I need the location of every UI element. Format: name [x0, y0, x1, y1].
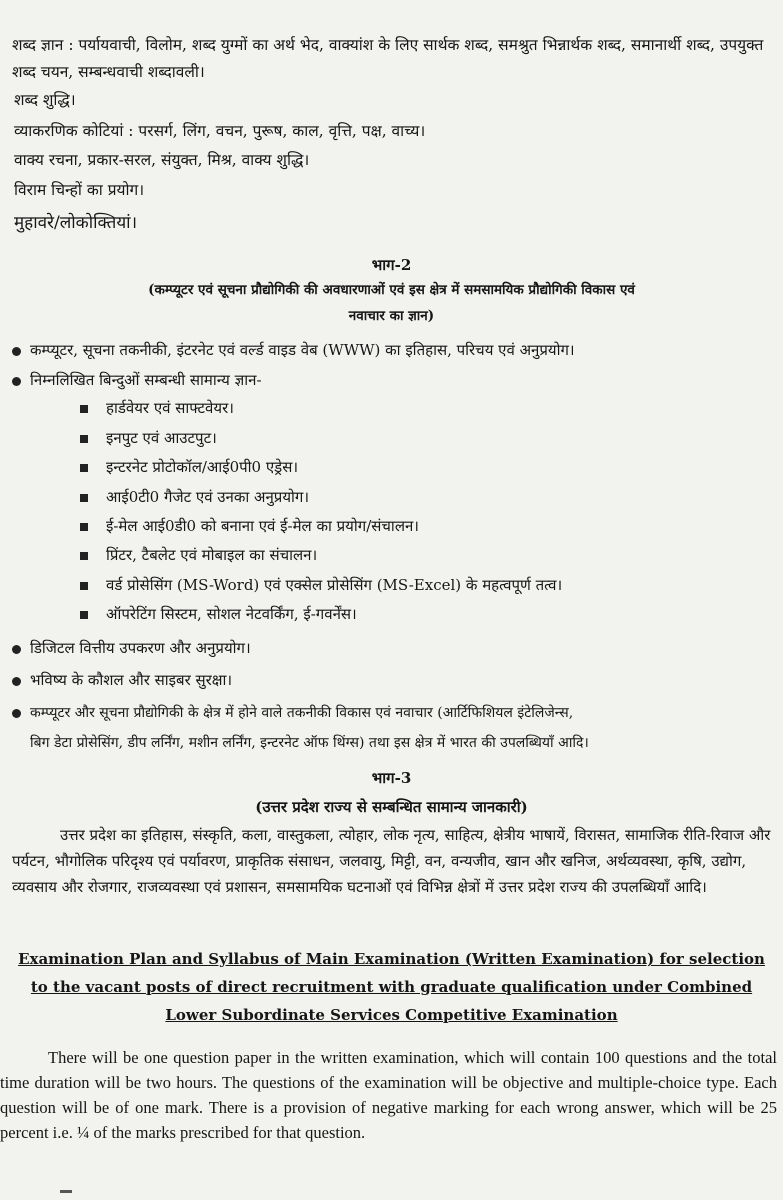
english-heading-line3: Lower Subordinate Services Competitive Examination	[165, 1006, 618, 1024]
square-bullet-icon	[80, 582, 88, 590]
bullet-future	[12, 670, 232, 690]
subitem-text: इनपुट एवं आउटपुट।	[106, 429, 217, 447]
subitem-text: इन्टरनेट प्रोटोकॉल/आई0पी0 एड्रेस।	[106, 458, 299, 476]
bullet-dot-icon	[12, 347, 21, 356]
square-bullet-icon	[80, 494, 88, 502]
bullet-dot-icon	[12, 709, 21, 718]
square-bullet-icon	[80, 405, 88, 413]
subitem-text: वर्ड प्रोसेसिंग (MS-Word) एवं एक्सेल प्रोसेसिंग (MS-Excel) के महत्वपूर्ण तत्व।	[106, 576, 563, 594]
scan-artifact	[60, 1190, 72, 1193]
subitem-text: ऑपरेटिंग सिस्टम, सोशल नेटवर्किंग, ई-गवर्नेंस।	[106, 605, 357, 623]
shabd-gyan-text: शब्द ज्ञान : पर्यायवाची, विलोम, शब्द युग्मों का अर्थ भेद, वाक्यांश के लिए सार्थक शब्द, समश्रुत भिन्नार्थक शब्द, समानार्थी शब्द, उपयुक्त शब्द चयन, सम्बन्धवाची शब्दावली।	[12, 36, 764, 81]
list-item	[80, 545, 317, 565]
part3-body: उत्तर प्रदेश का इतिहास, संस्कृति, कला, वास्तुकला, त्योहार, लोक नृत्य, साहित्य, क्षेत्रीय भाषायें, विरासत, सामाजिक रीति-रिवाज और पर्यटन, भौगोलिक परिदृश्य एवं पर्यावरण, प्राकृतिक संसाधन, जलवायु, मिट्टी, वन, वन्यजीव, खान और खनिज, अर्थव्यवस्था, कृषि, उद्योग, व्यवसाय और रोजगार, राजव्यवस्था एवं प्रशासन, समसामयिक घटनाओं एवं विभिन्न क्षेत्रों में उत्तर प्रदेश राज्य की उपलब्धियाँ आदि।	[12, 826, 771, 896]
english-paragraph: There will be one question paper in the written examination, which will contain 100 questions and the total time duration will be two hours. The questions of the examination will be objective and multiple-choice type. Each question will be of one mark. There is a provision of negative marking for each wrong answer, which will be 25 percent i.e. ¼ of the marks prescribed for that question.	[0, 1048, 777, 1142]
list-item	[80, 516, 419, 536]
list-item	[80, 604, 357, 624]
subitem-text: हार्डवेयर एवं साफ्टवेयर।	[106, 399, 234, 417]
list-item	[80, 575, 562, 595]
bullet-www-text: कम्प्यूटर, सूचना तकनीकी, इंटरनेट एवं वर्ल्ड वाइड वेब (WWW) का इतिहास, परिचय एवं अनुप्रयोग।	[30, 341, 575, 359]
square-bullet-icon	[80, 552, 88, 560]
subitem-text: प्रिंटर, टैबलेट एवं मोबाइल का संचालन।	[106, 546, 318, 564]
bullet-digital-text: डिजिटल वित्तीय उपकरण और अनुप्रयोग।	[30, 639, 251, 657]
square-bullet-icon	[80, 523, 88, 531]
list-item	[80, 457, 298, 477]
part3-subtitle: (उत्तर प्रदेश राज्य से सम्बन्धित सामान्य जानकारी)	[255, 798, 528, 816]
bullet-general-text: निम्नलिखित बिन्दुओं सम्बन्धी सामान्य ज्ञान-	[30, 371, 262, 389]
bullet-dot-icon	[12, 677, 21, 686]
part3-heading: भाग-3	[371, 769, 412, 787]
bullet-dot-icon	[12, 645, 21, 654]
list-item	[80, 487, 309, 507]
bullet-future-text: भविष्य के कौशल और साइबर सुरक्षा।	[30, 671, 233, 689]
bullet-tech	[12, 703, 573, 722]
square-bullet-icon	[80, 435, 88, 443]
shabd-shuddhi-text: शब्द शुद्धि।	[14, 91, 76, 109]
bullet-tech-line1: कम्प्यूटर और सूचना प्रौद्योगिकी के क्षेत्र में होने वाले तकनीकी विकास एवं नवाचार (आर्टिफिशियल इंटेलिजेन्स,	[30, 705, 574, 721]
part2-heading: भाग-2	[371, 256, 412, 274]
subitem-text: ई-मेल आई0डी0 को बनाना एवं ई-मेल का प्रयोग/संचालन।	[106, 517, 419, 535]
english-heading-line2: to the vacant posts of direct recruitment with graduate qualification under Combined	[30, 978, 753, 996]
subitem-text: आई0टी0 गैजेट एवं उनका अनुप्रयोग।	[106, 488, 310, 506]
list-item	[80, 428, 217, 448]
bullet-dot-icon	[12, 377, 21, 386]
bullet-general	[12, 370, 262, 390]
vyakaranik-text: व्याकरणिक कोटियां : परसर्ग, लिंग, वचन, पुरूष, काल, वृत्ति, पक्ष, वाच्य।	[14, 122, 426, 140]
bullet-www	[12, 340, 575, 360]
vakya-rachna-text: वाक्य रचना, प्रकार-सरल, संयुक्त, मिश्र, वाक्य शुद्धि।	[14, 151, 310, 169]
list-item	[80, 398, 234, 418]
viram-text: विराम चिन्हों का प्रयोग।	[14, 181, 145, 199]
part2-subtitle-line1: (कम्प्यूटर एवं सूचना प्रौद्योगिकी की अवधारणाओं एवं इस क्षेत्र में समसामयिक प्रौद्योगिकी विकास एवं	[148, 282, 635, 298]
muhavare-text: मुहावरे/लोकोक्तियां।	[14, 213, 138, 233]
part2-subtitle-line2: नवाचार का ज्ञान)	[348, 308, 435, 324]
english-heading-line1: Examination Plan and Syllabus of Main Examination (Written Examination) for selection	[18, 950, 765, 968]
bullet-digital	[12, 638, 251, 658]
square-bullet-icon	[80, 611, 88, 619]
bullet-tech-line2: बिग डेटा प्रोसेसिंग, डीप लर्निंग, मशीन लर्निंग, इन्टरनेट ऑफ थिंग्स) तथा इस क्षेत्र में भारत की उपलब्धियाँ आदि।	[30, 735, 589, 751]
square-bullet-icon	[80, 464, 88, 472]
